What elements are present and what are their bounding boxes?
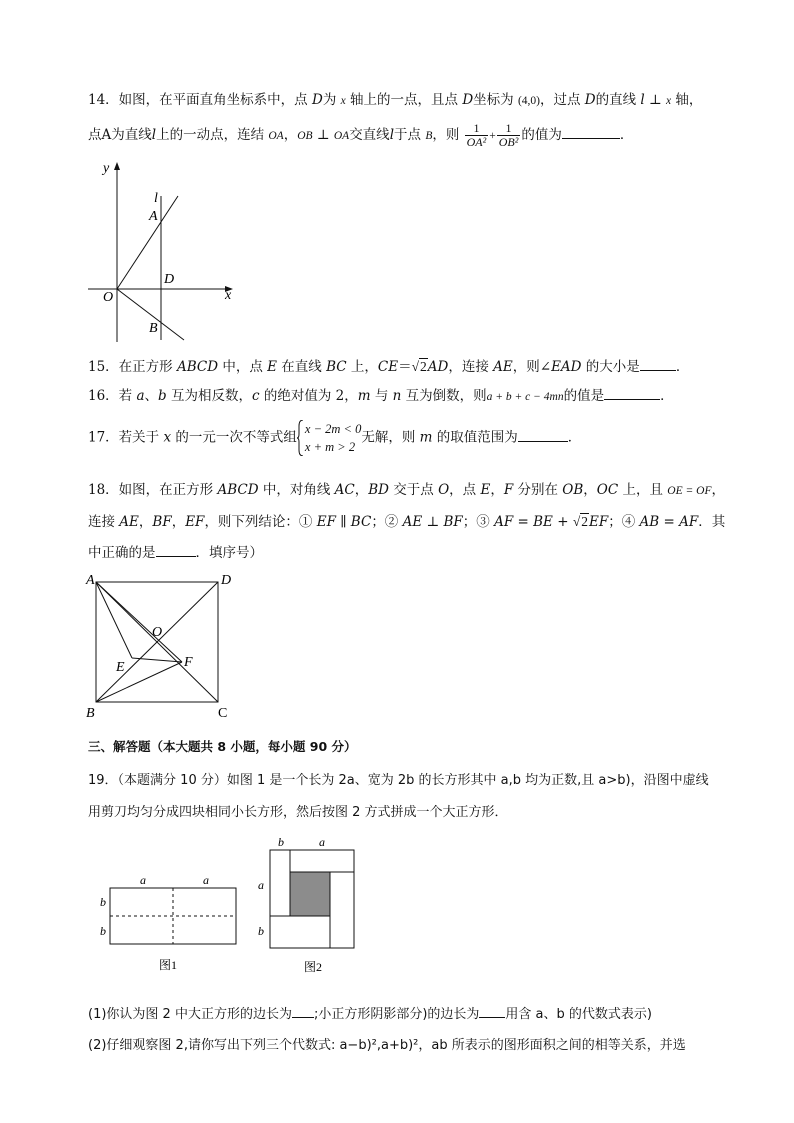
fig1-caption: 图1 bbox=[159, 958, 178, 972]
q18-square-figure bbox=[84, 570, 240, 722]
sqrt-2: √2 bbox=[411, 359, 427, 374]
answer-blank-q15[interactable] bbox=[640, 358, 676, 371]
label-f: F bbox=[184, 655, 193, 670]
label-a: A bbox=[86, 573, 95, 588]
segment-bf bbox=[96, 662, 182, 702]
fig2-label-a-top: a bbox=[319, 835, 325, 849]
label-y: y bbox=[103, 161, 110, 176]
fraction-1-over-oa2: $\frac{1}{\text{OA²}}$ bbox=[466, 121, 487, 149]
fig2-caption: 图2 bbox=[304, 960, 323, 974]
q18-line-2: 连接 AE，BF，EF，则下列结论：① EF ∥ BC；② AE ⊥ BF；③ AF = BE + √2EF；④ AB = AF．其 bbox=[88, 514, 726, 530]
q19-figure-2 bbox=[254, 832, 364, 982]
answer-blank-q16[interactable] bbox=[604, 387, 660, 400]
inequality-system: x − 2m < 0 x + m > 2 bbox=[297, 420, 361, 456]
label-a: A bbox=[149, 209, 158, 224]
answer-blank-big-side[interactable] bbox=[292, 1005, 314, 1018]
q19-line-2: 用剪刀均匀分成四块相同小长方形，然后按图 2 方式拼成一个大正方形． bbox=[88, 805, 508, 820]
fig1-label-b2: b bbox=[100, 924, 106, 938]
sqrt-2-ef: √2 bbox=[572, 514, 588, 529]
q14-line-1: 14．如图，在平面直角坐标系中，点 D为 x 轴上的一点，且点 D坐标为 (4,0)，过点 D的直线 l ⊥ x 轴， bbox=[88, 92, 703, 108]
answer-blank-q14[interactable] bbox=[562, 126, 620, 139]
label-o: O bbox=[152, 625, 163, 640]
q19-line-1: 19．（本题满分 10 分）如图 1 是一个长为 2a、宽为 2b 的长方形其中 a,b 均为正数,且 a>b)，沿图中虚线 bbox=[88, 773, 709, 788]
label-e: E bbox=[116, 660, 125, 675]
segment-af bbox=[96, 582, 182, 662]
fig1-label-a2: a bbox=[203, 873, 209, 887]
y-axis-arrow bbox=[114, 162, 120, 170]
answer-blank-q18[interactable] bbox=[156, 544, 196, 557]
fraction-1-over-ob2: $\frac{1}{\text{OB²}}$ bbox=[498, 121, 519, 149]
label-d: D bbox=[221, 573, 232, 588]
label-c: C bbox=[218, 706, 228, 721]
label-d: D bbox=[164, 272, 175, 287]
q18-line-1: 18．如图，在正方形 ABCD 中，对角线 AC，BD 交于点 O，点 E，F 分别在 OB，OC 上，且 OE = OF， bbox=[88, 482, 725, 498]
shaded-small-square bbox=[290, 872, 330, 916]
answer-blank-q17[interactable] bbox=[518, 429, 568, 442]
segment-ae bbox=[96, 582, 132, 658]
brace-icon bbox=[297, 420, 303, 456]
answer-blank-small-side[interactable] bbox=[479, 1005, 505, 1018]
q19-part-2: (2)仔细观察图 2,请你写出下列三个代数式: a−b)²,a+b)²，ab 所表示的图形面积之间的相等关系，并选 bbox=[88, 1038, 686, 1053]
fig1-label-a1: a bbox=[140, 873, 146, 887]
q15-line: 15．在正方形 ABCD 中，点 E 在直线 BC 上，CE＝√2AD，连接 AE，则∠EAD 的大小是 ． bbox=[88, 359, 690, 375]
fig2-label-a-left: a bbox=[258, 878, 264, 892]
label-o: O bbox=[103, 290, 114, 305]
q19-part-1: (1)你认为图 2 中大正方形的边长为 ;小正方形阴影部分)的边长为 用含 a、b 的代数式表示) bbox=[88, 1007, 652, 1022]
fig2-label-b-top: b bbox=[278, 835, 284, 849]
fig2-label-b-left: b bbox=[258, 924, 264, 938]
section-three-heading: 三、解答题（本大题共 8 小题，每小题 90 分） bbox=[88, 739, 357, 754]
q18-line-3: 中正确的是 ．填序号） bbox=[88, 545, 263, 561]
label-b: B bbox=[149, 321, 158, 336]
label-l: l bbox=[154, 191, 158, 206]
q14-line-2: 点A为直线l上的一动点，连结 OA，OB ⊥ OA交直线l于点 B，则 $\frac{1}{\text{OA²}}$ + $\frac{1}{\text{OB²}}$ 的值为 ． bbox=[88, 121, 634, 149]
fig1-label-b1: b bbox=[100, 895, 106, 909]
label-x: x bbox=[225, 288, 232, 303]
q16-line: 16．若 a、b 互为相反数，c 的绝对值为 2，m 与 n 互为倒数，则a + b + c − 4mn的值是 ． bbox=[88, 388, 674, 404]
label-b: B bbox=[86, 706, 95, 721]
q14-coordinate-figure bbox=[86, 158, 246, 344]
q17-line: 17．若关于 x 的一元一次不等式组 x − 2m < 0 x + m > 2 无解，则 m 的取值范围为 ． bbox=[88, 422, 582, 454]
q19-figure-1 bbox=[92, 872, 252, 982]
